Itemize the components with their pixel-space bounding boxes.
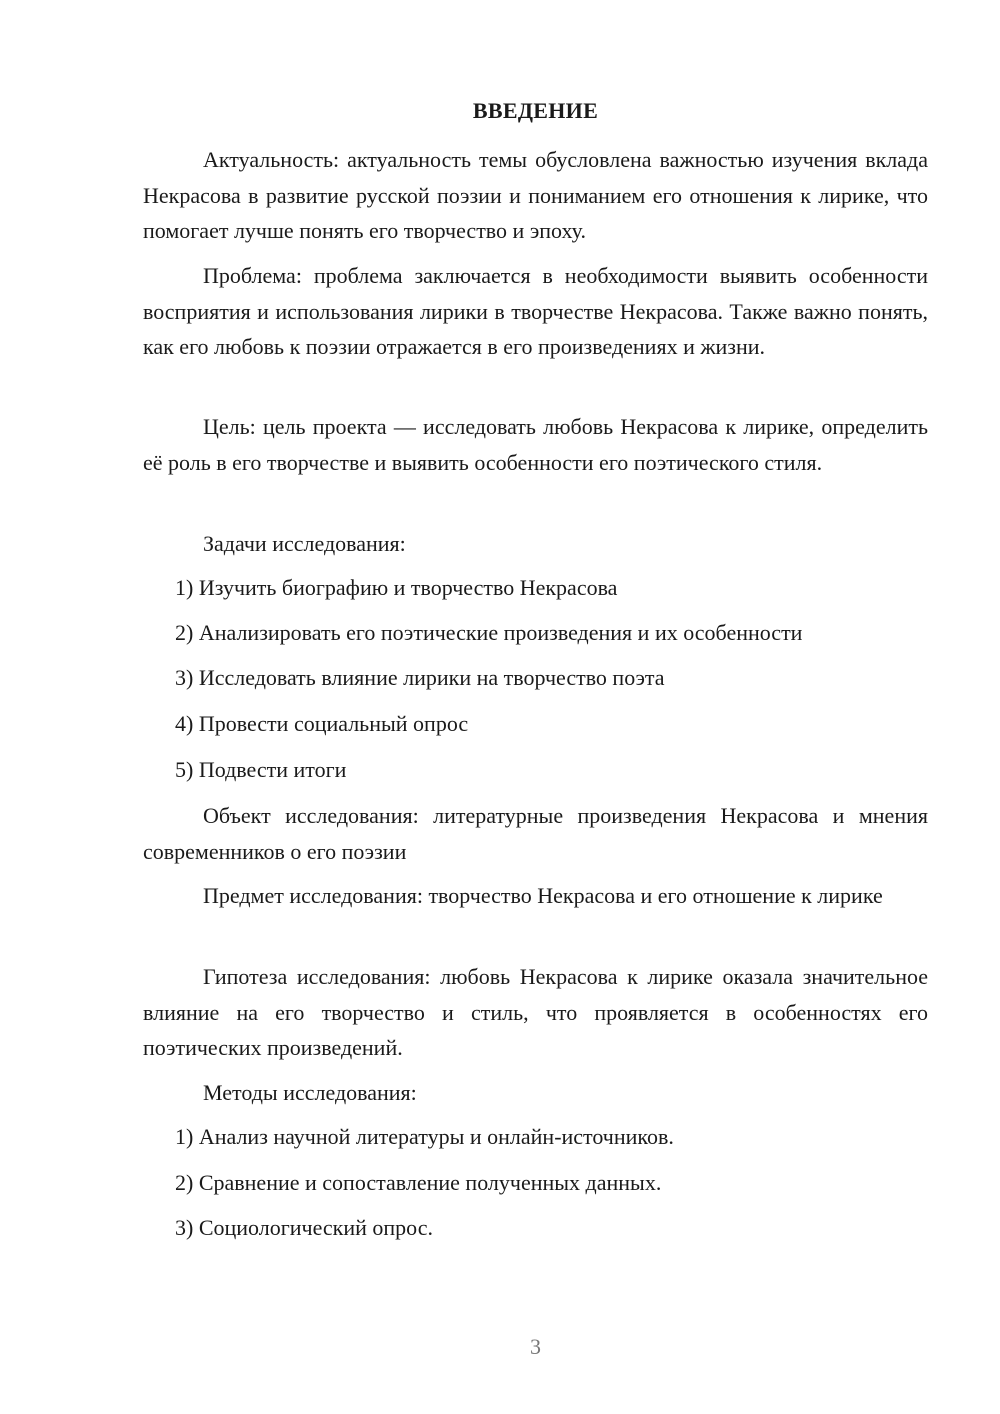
section-title: ВВЕДЕНИЕ: [472, 98, 599, 123]
method-list-item: 2) Сравнение и сопоставление полученных данных.: [175, 1170, 662, 1195]
task-list-item: 4) Провести социальный опрос: [175, 711, 469, 736]
relevance-paragraph: Актуальность: актуальность темы обусловлена важностью изучения вклада Некрасова в развитие русской поэзии и пониманием его отношения к лирике, что помогает лучше понять его творчество и эпоху.: [143, 147, 928, 243]
document-page: [143, 0, 928, 1414]
tasks-heading: Задачи исследования:: [203, 531, 406, 556]
object-paragraph: Объект исследования: литературные произведения Некрасова и мнения современников о его поэзии: [143, 803, 928, 864]
subject-paragraph: Предмет исследования: творчество Некрасова и его отношение к лирике: [203, 883, 883, 908]
task-list-item: 2) Анализировать его поэтические произведения и их особенности: [175, 620, 803, 645]
problem-paragraph: Проблема: проблема заключается в необходимости выявить особенности восприятия и использования лирики в творчестве Некрасова. Также важно понять, как его любовь к поэзии отражается в его произведениях и жизни.: [143, 263, 928, 359]
page-number: 3: [530, 1334, 541, 1359]
task-list-item: 1) Изучить биографию и творчество Некрасова: [175, 575, 618, 600]
method-list-item: 3) Социологический опрос.: [175, 1215, 433, 1240]
goal-paragraph: Цель: цель проекта — исследовать любовь Некрасова к лирике, определить её роль в его творчестве и выявить особенности его поэтического стиля.: [143, 414, 928, 475]
methods-heading: Методы исследования:: [203, 1080, 417, 1105]
hypothesis-paragraph: Гипотеза исследования: любовь Некрасова к лирике оказала значительное влияние на его творчество и стиль, что проявляется в особенностях его поэтических произведений.: [143, 964, 928, 1060]
task-list-item: 3) Исследовать влияние лирики на творчество поэта: [175, 665, 665, 690]
method-list-item: 1) Анализ научной литературы и онлайн-источников.: [175, 1124, 674, 1149]
task-list-item: 5) Подвести итоги: [175, 757, 347, 782]
